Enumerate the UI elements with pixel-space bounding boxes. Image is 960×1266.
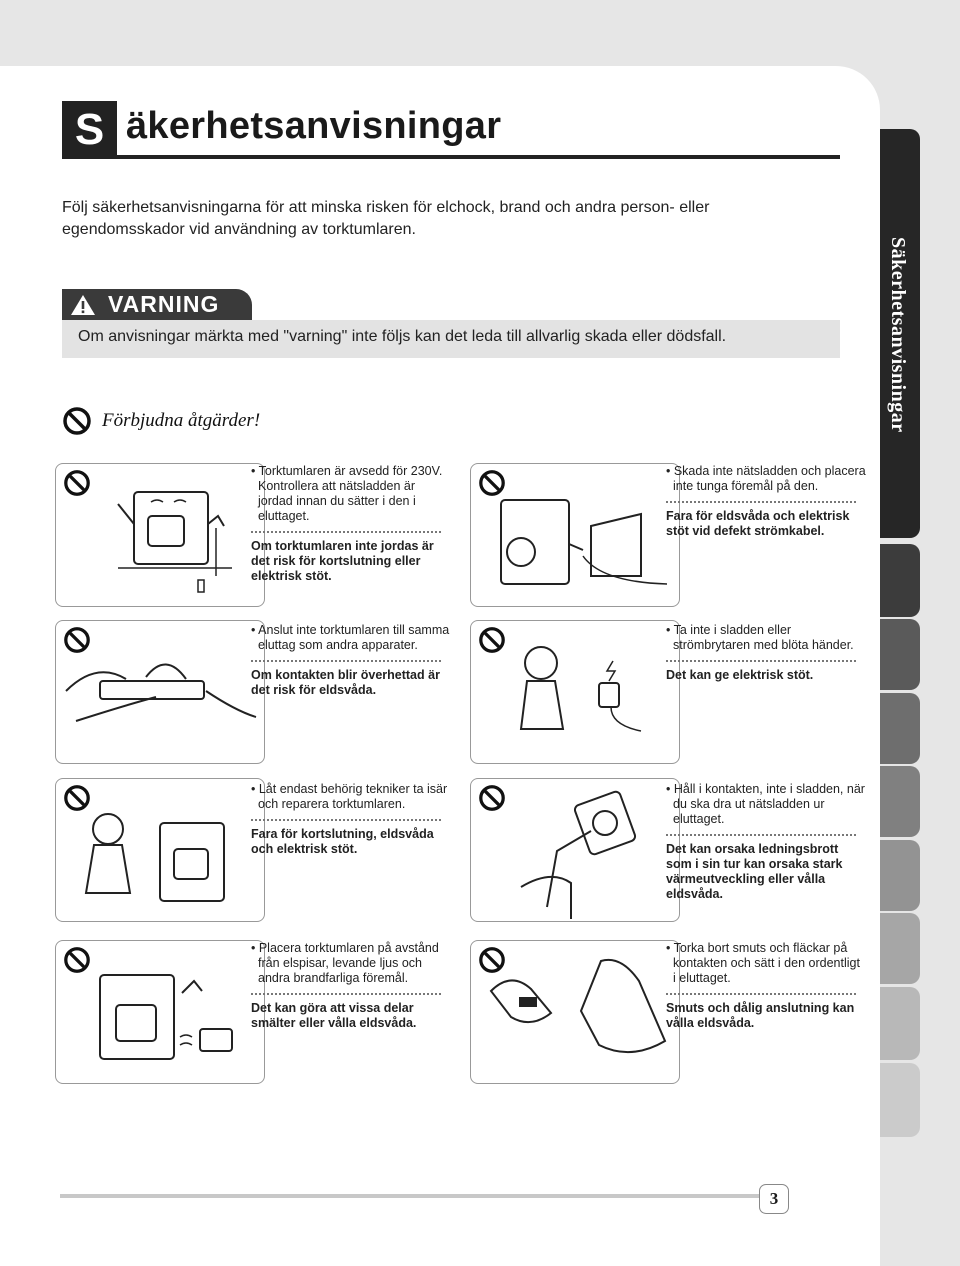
item-consequence-4: Det kan ge elektrisk stöt. xyxy=(666,668,814,682)
side-tab-5[interactable] xyxy=(880,766,920,837)
item-text-2 xyxy=(666,464,866,539)
warning-text: Om anvisningar märkta med "varning" inte följs kan det leda till allvarlig skada eller dödsfall. xyxy=(78,328,727,345)
item-consequence-8: Smuts och dålig anslutning kan vålla eldsvåda. xyxy=(666,1001,855,1030)
item-note-8: • Torka bort smuts och fläckar på kontakten och sätt i den ordentligt i eluttaget. xyxy=(666,941,860,985)
item-text-5 xyxy=(251,782,451,857)
item-note-4: • Ta inte i sladden eller strömbrytaren med blöta händer. xyxy=(666,623,854,652)
item-text-6 xyxy=(666,782,866,902)
item-text-1 xyxy=(251,464,451,584)
forbidden-heading xyxy=(62,406,261,436)
item-consequence-3: Om kontakten blir överhettad är det risk för eldsvåda. xyxy=(251,668,440,697)
item-note-5: • Låt endast behörig tekniker ta isär och reparera torktumlaren. xyxy=(251,782,448,811)
item-text-7 xyxy=(251,941,451,1031)
item-consequence-2: Fara för eldsvåda och elektrisk stöt vid defekt strömkabel. xyxy=(666,509,850,538)
item-note-6: • Håll i kontakten, inte i sladden, när du ska dra ut nätsladden ur eluttaget. xyxy=(666,782,865,826)
illustration-card-1 xyxy=(55,463,265,607)
illustration-card-2 xyxy=(470,463,680,607)
side-tab-4[interactable] xyxy=(880,693,920,764)
item-text-8 xyxy=(666,941,866,1031)
illustration-card-5 xyxy=(55,778,265,922)
dotted-divider xyxy=(251,819,441,821)
side-tab-7[interactable] xyxy=(880,913,920,984)
dryer-ground-illustration xyxy=(56,464,264,606)
item-text-3 xyxy=(251,623,451,698)
dotted-divider xyxy=(666,834,856,836)
item-note-7: • Placera torktumlaren på avstånd från elspisar, levande ljus och andra brandfarliga föremål. xyxy=(251,941,439,985)
item-consequence-1: Om torktumlaren inte jordas är det risk för kortslutning eller elektrisk stöt. xyxy=(251,539,434,583)
illustration-card-4 xyxy=(470,620,680,764)
item-consequence-6: Det kan orsaka ledningsbrott som i sin tur kan orsaka stark värmeutveckling eller vålla eldsvåda. xyxy=(666,842,843,901)
side-tab-2[interactable] xyxy=(880,544,920,617)
dotted-divider xyxy=(251,531,441,533)
illustration-card-3 xyxy=(55,620,265,764)
footer-rule xyxy=(60,1194,760,1198)
dotted-divider xyxy=(666,660,856,662)
dotted-divider xyxy=(666,993,856,995)
clean-plug-illustration xyxy=(471,941,679,1083)
prohibited-icon xyxy=(62,406,92,436)
side-tab-3[interactable] xyxy=(880,619,920,690)
dotted-divider xyxy=(251,993,441,995)
heater-distance-illustration xyxy=(56,941,264,1083)
wet-hands-illustration xyxy=(471,621,679,763)
item-note-1: • Torktumlaren är avsedd för 230V. Kontrollera att nätsladden är jordad innan du sätter i den i eluttaget. xyxy=(251,464,443,523)
title-initial: S xyxy=(62,101,117,159)
repair-illustration xyxy=(56,779,264,921)
side-tab-6[interactable] xyxy=(880,840,920,911)
warning-header xyxy=(62,289,252,320)
item-note-2: • Skada inte nätsladden och placera inte tunga föremål på den. xyxy=(666,464,866,493)
warning-box xyxy=(62,320,840,358)
side-tab-9[interactable] xyxy=(880,1063,920,1137)
side-tab-8[interactable] xyxy=(880,987,920,1060)
dotted-divider xyxy=(251,660,441,662)
dryer-cable-illustration xyxy=(471,464,679,606)
item-note-3: • Anslut inte torktumlaren till samma eluttag som andra apparater. xyxy=(251,623,450,652)
page-number: 3 xyxy=(759,1184,789,1214)
illustration-card-7 xyxy=(55,940,265,1084)
warning-label: VARNING xyxy=(108,291,220,317)
page-title xyxy=(62,101,840,159)
unplug-illustration xyxy=(471,779,679,921)
intro-text: Följ säkerhetsanvisningarna för att minska risken för elchock, brand och andra person- eller egendomsskador vid användning av torktumlaren. xyxy=(62,199,710,238)
title-text: äkerhetsanvisningar xyxy=(126,105,502,147)
title-underline xyxy=(117,155,840,159)
warning-triangle-icon xyxy=(70,293,96,317)
illustration-card-6 xyxy=(470,778,680,922)
multi-plug-illustration xyxy=(56,621,264,763)
dotted-divider xyxy=(666,501,856,503)
item-consequence-5: Fara för kortslutning, eldsvåda och elektrisk stöt. xyxy=(251,827,434,856)
illustration-card-8 xyxy=(470,940,680,1084)
side-tab-label: Säkerhetsanvisningar xyxy=(887,237,909,433)
side-tab-active[interactable] xyxy=(880,129,920,538)
forbidden-label: Förbjudna åtgärder! xyxy=(102,410,261,431)
item-text-4 xyxy=(666,623,866,683)
item-consequence-7: Det kan göra att vissa delar smälter eller vålla eldsvåda. xyxy=(251,1001,417,1030)
